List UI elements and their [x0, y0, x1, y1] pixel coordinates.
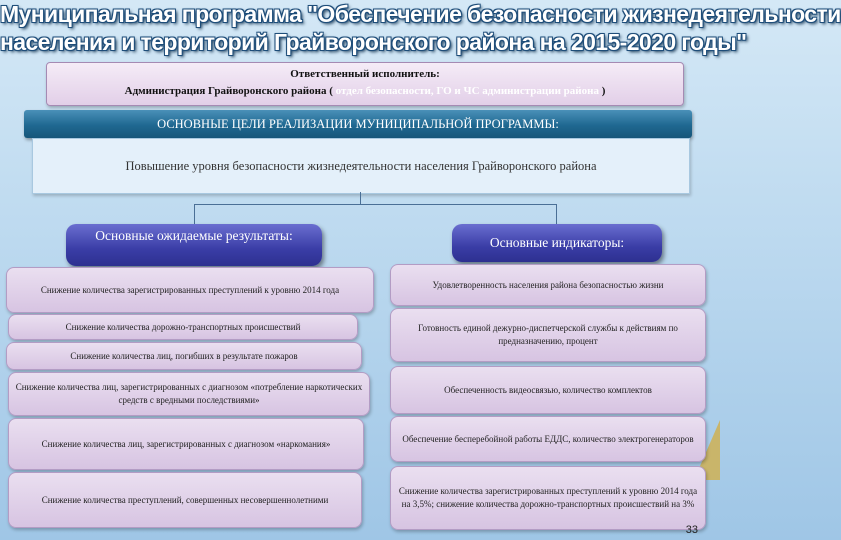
result-card-1: Снижение количества зарегистрированных преступлений к уровню 2014 года — [6, 267, 374, 313]
indicator-card-2: Готовность единой дежурно-диспетчерской службы к действиям по предназначению, процент — [390, 308, 706, 362]
responsible-label: Ответственный исполнитель: — [290, 68, 440, 80]
goal-text-box: Повышение уровня безопасности жизнедеятельности населения Грайворонского района — [32, 138, 690, 194]
connector-horizontal — [194, 204, 556, 205]
goals-header-bar: ОСНОВНЫЕ ЦЕЛИ РЕАЛИЗАЦИИ МУНИЦИПАЛЬНОЙ ПРОГРАММЫ: — [24, 110, 692, 138]
slide-title — [0, 0, 841, 62]
result-card-3: Снижение количества лиц, погибших в результате пожаров — [6, 342, 362, 370]
responsible-org-start: Администрация Грайворонского района ( — [124, 85, 336, 97]
slide-title-line-1: Муниципальная программа "Обеспечение безопасности жизнедеятельности — [0, 1, 841, 27]
result-card-2: Снижение количества дорожно-транспортных происшествий — [8, 314, 358, 340]
responsible-org-department: отдел безопасности, ГО и ЧС администрации района — [335, 85, 599, 97]
responsible-org-end: ) — [598, 85, 606, 97]
page-number: 33 — [685, 524, 698, 536]
responsible-executor-box — [46, 62, 684, 106]
connector-left-down — [194, 204, 195, 224]
indicator-card-4: Обеспечение бесперебойной работы ЕДДС, количество электрогенераторов — [390, 416, 706, 462]
indicators-header: Основные индикаторы: — [452, 224, 662, 262]
result-card-4: Снижение количества лиц, зарегистрированных с диагнозом «потребление наркотических средств с вредными последствиями» — [8, 372, 370, 416]
responsible-org — [47, 85, 683, 97]
connector-goal-down — [360, 192, 361, 204]
result-card-5: Снижение количества лиц, зарегистрированных с диагнозом «наркомания» — [8, 418, 364, 470]
results-header: Основные ожидаемые результаты: — [66, 224, 322, 266]
indicator-card-5: Снижение количества зарегистрированных преступлений к уровню 2014 года на 3,5%; снижение количества дорожно-транспортных происшествий на 3% — [390, 466, 706, 530]
indicator-card-3: Обеспеченность видеосвязью, количество комплектов — [390, 366, 706, 414]
indicator-card-1: Удовлетворенность населения района безопасностью жизни — [390, 264, 706, 306]
slide-title-line-2: населения и территорий Грайворонского района на 2015-2020 годы" — [0, 29, 747, 55]
connector-right-down — [556, 204, 557, 224]
result-card-6: Снижение количества преступлений, совершенных несовершеннолетними — [8, 472, 362, 528]
